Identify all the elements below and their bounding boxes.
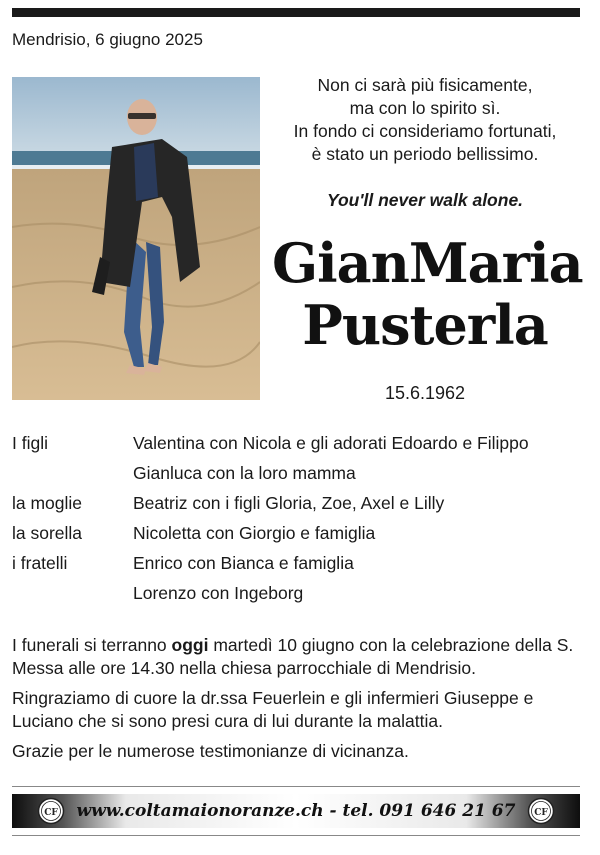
quote-line: è stato un periodo bellissimo. xyxy=(311,144,539,164)
family-row xyxy=(12,458,582,488)
top-rule xyxy=(12,8,580,17)
family-row xyxy=(12,518,582,548)
thanks-notice: Ringraziamo di cuore la dr.ssa Feuerlein e gli infermieri Giuseppe e Luciano che si sono presi cura di lui durante la malattia. xyxy=(12,688,534,731)
family-role: i fratelli xyxy=(12,553,68,573)
separator xyxy=(12,786,580,787)
family-names: Enrico con Bianca e famiglia xyxy=(133,553,354,573)
funeral-home-emblem-icon xyxy=(527,797,555,825)
family-role xyxy=(12,578,133,608)
family-names: Nicoletta con Giorgio e famiglia xyxy=(133,523,376,543)
motto: You'll never walk alone. xyxy=(326,190,524,210)
quote-line: Non ci sarà più fisicamente, xyxy=(317,75,533,95)
gratitude-notice: Grazie per le numerose testimonianze di vicinanza. xyxy=(12,741,409,761)
family-role: la moglie xyxy=(12,493,83,513)
last-name: Pusterla xyxy=(302,293,548,357)
place-date: Mendrisio, 6 giugno 2025 xyxy=(12,30,203,49)
family-row xyxy=(12,488,582,518)
memorial-quote xyxy=(272,74,578,166)
family-row xyxy=(12,428,582,458)
quote-line: ma con lo spirito sì. xyxy=(349,98,501,118)
birth-date: 15.6.1962 xyxy=(384,383,466,403)
family-names: Beatriz con i figli Gloria, Zoe, Axel e Lilly xyxy=(133,493,445,513)
family-row xyxy=(12,578,582,608)
family-names: Lorenzo con Ingeborg xyxy=(133,583,304,603)
family-list xyxy=(12,428,582,608)
notes xyxy=(12,634,582,770)
family-role xyxy=(12,458,133,488)
first-name: GianMaria xyxy=(272,231,583,295)
quote-line: In fondo ci consideriamo fortunati, xyxy=(293,121,557,141)
family-role: I figli xyxy=(12,433,48,453)
family-row xyxy=(12,548,582,578)
svg-text:CF: CF xyxy=(44,808,58,818)
family-names: Gianluca con la loro mamma xyxy=(133,463,356,483)
family-role: la sorella xyxy=(12,523,83,543)
family-names: Valentina con Nicola e gli adorati Edoardo e Filippo xyxy=(133,433,529,453)
svg-text:CF: CF xyxy=(534,808,548,818)
deceased-name xyxy=(272,231,583,357)
funeral-home-footer xyxy=(12,794,580,828)
funeral-notice: I funerali si terranno oggi martedì 10 giugno con la celebrazione della S. Messa alle ore 14.30 nella chiesa parrocchiale di Mendrisio. xyxy=(12,635,574,678)
portrait-photo xyxy=(12,77,260,400)
funeral-day: oggi xyxy=(171,635,209,655)
bottom-rule xyxy=(12,835,580,836)
funeral-home-contact: www.coltamaionoranze.ch - tel. 091 646 21 67 xyxy=(76,801,516,821)
